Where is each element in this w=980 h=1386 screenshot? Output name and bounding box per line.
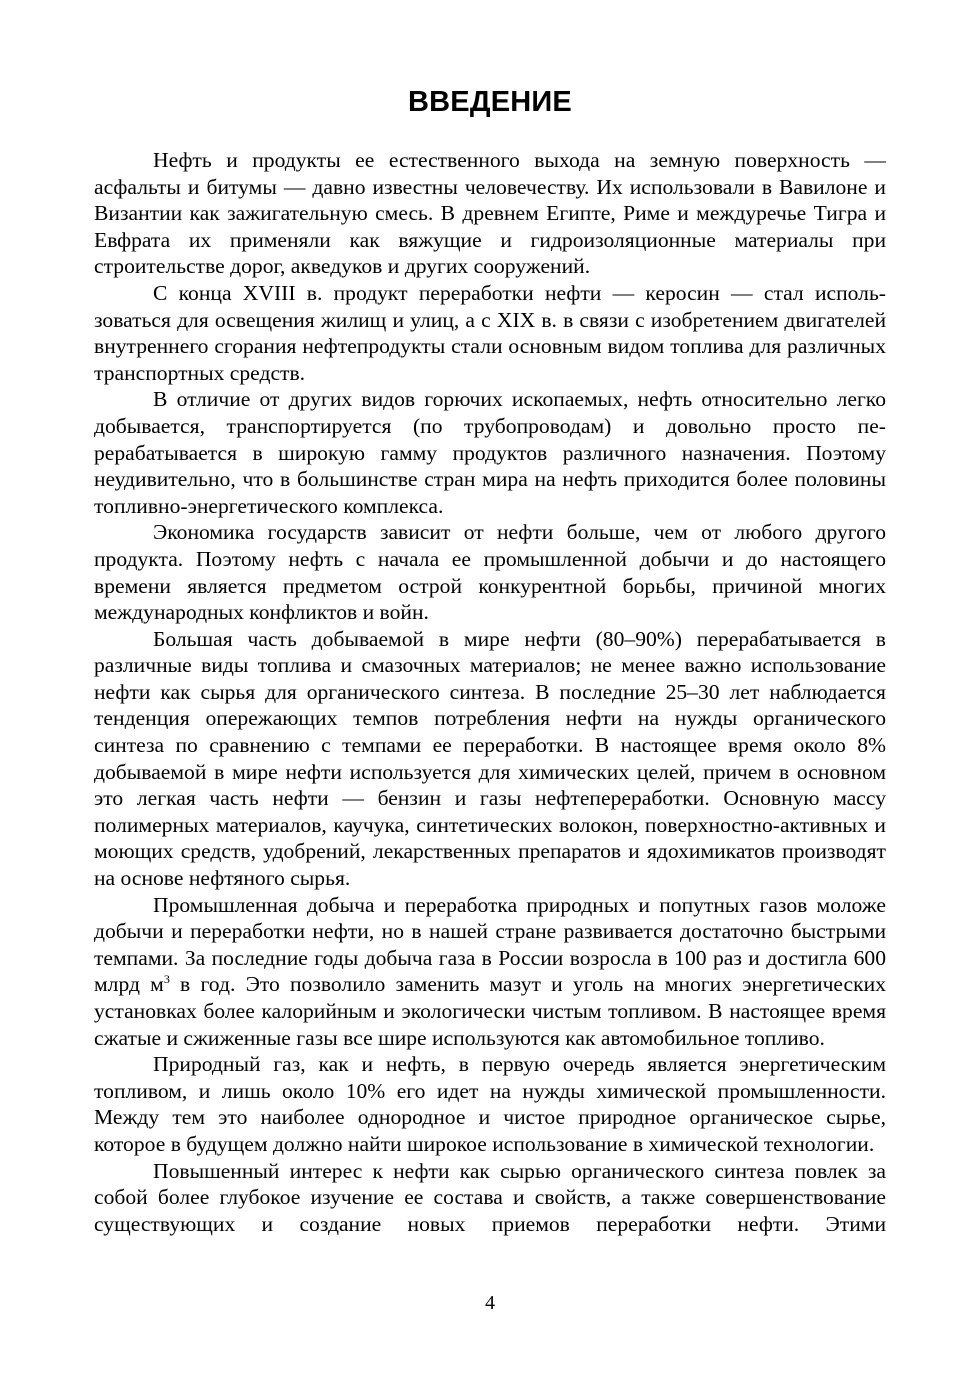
paragraph-kerosene: С конца XVIII в. продукт переработки нефти — керосин — стал использоваться для освещения жилищ и улиц, а с XIX в. в связи с изобретением двигателей внутреннего сгорания нефтепродукты стали основным видом топлива для различных транспортных средств. — [94, 280, 886, 385]
paragraph-interest: Повышенный интерес к нефти как сырью органического синтеза повлек за собой более глубокое изучение ее состава и свойств, а также совершенствование существующих и создание новых приемов переработки нефти. Этими — [94, 1158, 886, 1236]
paragraph-natural-gas: Природный газ, как и нефть, в первую очередь является энергетическим топливом, и лишь около 10% его идет на нужды химической промышленности. Между тем это наиболее однородное и чистое природное органическое сырье, которое в будущем должно найти широкое использование в химической технологии. — [94, 1052, 886, 1156]
paragraph-processing: Большая часть добываемой в мире нефти (80–90%) перерабатывается в различные виды топлива и смазочных материалов; не менее важно использование нефти как сырья для органического синтеза. В последние 25–30 лет наблюдается тенденция опережающих темпов потребления нефти на нужды органического синтеза по сравнению с темпами ее переработки. В настоящее время около 8% добываемой в мире нефти используется для химических целей, причем в основном это легкая часть нефти — бензин и газы нефтепереработки. Основную массу полимерных материалов, каучука, синтетических волокон, поверхностно-активных и моющих средств, удобрений, лекарственных препаратов и ядохимикатов производят на основе нефтяного сырья. — [94, 626, 886, 891]
paragraph-intro-history: Нефть и продукты ее естественного выхода на земную поверхность — асфальты и битумы — давно известны человечеству. Их использовали в Вавилоне и Византии как зажигательную смесь. В древнем Египте, Риме и междуречье Тигра и Евфрата их применяли как вяжущие и гидроизоляционные материалы при строительстве дорог, акведуков и других сооружений. — [94, 148, 886, 279]
paragraph-gas-industry — [94, 892, 886, 1052]
gas-text-after: в год. Это позволило заменить мазут и уголь на многих энергетических установках более калорийным и экологически чистым топливом. В настоящее время сжатые и сжиженные газы все шире используются как автомобильное топливо. — [94, 972, 886, 1050]
gas-text-before: Промышленная добыча и переработка природных и попутных газов моложе добычи и переработки нефти, но в нашей стране развивается достаточно быстрыми темпами. За последние годы добыча газа в России возросла в 100 раз и достигла 600 млрд м — [94, 892, 886, 997]
body-text — [94, 147, 886, 1237]
superscript-cubic: 3 — [163, 972, 170, 987]
page-number: 4 — [485, 1292, 495, 1314]
paragraph-advantages: В отличие от других видов горючих ископаемых, нефть относительно легко добывается, транспортируется (по трубопроводам) и довольно просто перерабатывается в широкую гамму продуктов различного назначения. Поэтому неудивительно, что в большинстве стран мира на нефть приходится более половины топливно-энергетического комплекса. — [94, 387, 886, 518]
page-title: ВВЕДЕНИЕ — [408, 86, 572, 118]
paragraph-economy: Экономика государств зависит от нефти больше, чем от любого другого продукта. Поэтому нефть с начала ее промышленной добычи и до настоящего времени является предметом острой конкурентной борьбы, причиной многих международных конфликтов и войн. — [94, 520, 886, 625]
